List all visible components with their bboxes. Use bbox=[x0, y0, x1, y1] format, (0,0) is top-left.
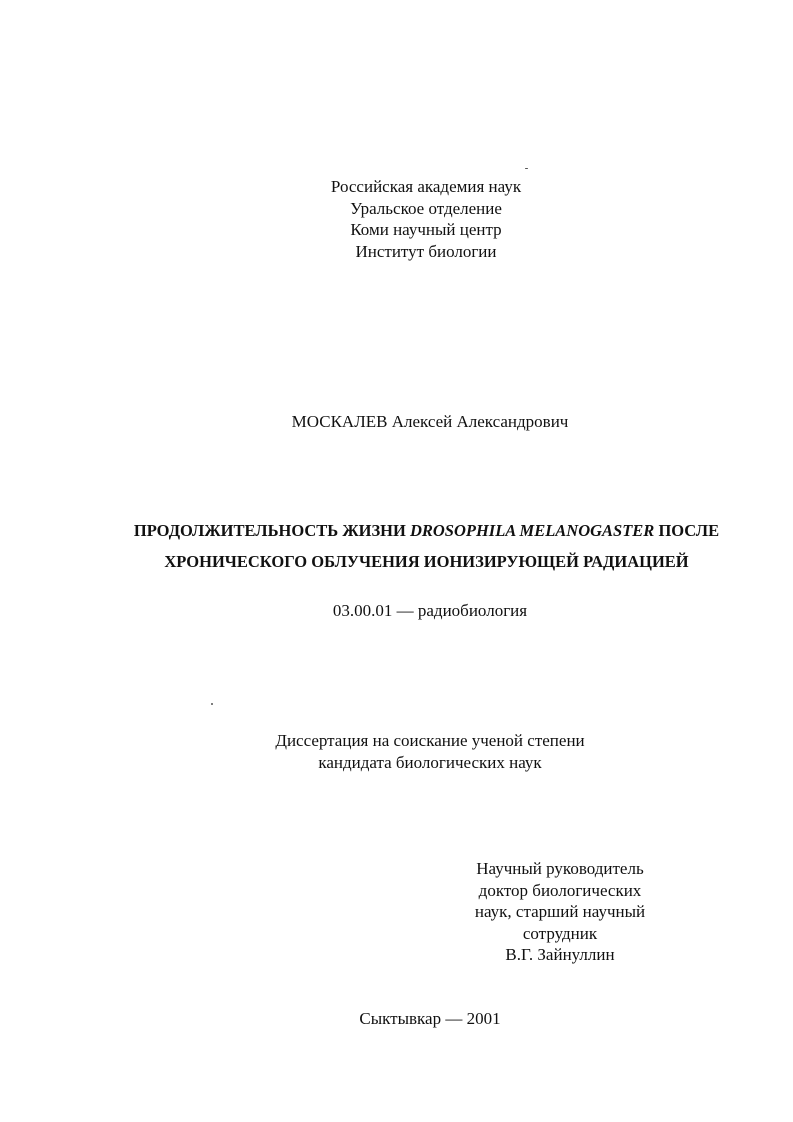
title-line-1 bbox=[60, 515, 793, 546]
supervisor-degree-3: сотрудник bbox=[522, 923, 598, 943]
supervisor-block bbox=[430, 858, 690, 966]
degree-line-1: Диссертация на соискание ученой степени bbox=[275, 731, 585, 750]
scan-speck bbox=[211, 703, 213, 705]
city-year-block bbox=[250, 1008, 610, 1030]
supervisor-name: В.Г. Зайнуллин bbox=[505, 945, 615, 964]
academy-name: Российская академия наук bbox=[330, 177, 522, 196]
degree-block bbox=[180, 730, 680, 773]
title-line-2: ХРОНИЧЕСКОГО ОБЛУЧЕНИЯ ИОНИЗИРУЮЩЕЙ РАДИАЦИЕЙ bbox=[164, 552, 689, 571]
branch-name: Уральское отделение bbox=[350, 198, 502, 218]
title-part-2: ПОСЛЕ bbox=[654, 521, 720, 540]
dissertation-title bbox=[60, 515, 793, 577]
supervisor-degree-1: доктор биологических bbox=[478, 880, 642, 900]
center-name: Коми научный центр bbox=[350, 220, 502, 239]
supervisor-degree-2: наук, старший научный bbox=[474, 902, 646, 921]
specialty-block bbox=[180, 600, 680, 622]
author-block bbox=[150, 411, 710, 433]
institute-name: Институт биологии bbox=[355, 241, 497, 261]
institution-header bbox=[196, 176, 656, 262]
specialty-code: 03.00.01 — радиобиология bbox=[332, 601, 528, 620]
species-name: DROSOPHILA MELANOGASTER bbox=[409, 521, 655, 540]
title-part-1: ПРОДОЛЖИТЕЛЬНОСТЬ ЖИЗНИ bbox=[133, 521, 410, 540]
supervisor-role: Научный руководитель bbox=[476, 859, 644, 878]
city-year: Сыктывкар — 2001 bbox=[359, 1009, 501, 1028]
degree-line-2: кандидата биологических наук bbox=[318, 752, 542, 772]
scan-speck bbox=[525, 168, 528, 169]
author-name: МОСКАЛЕВ Алексей Александрович bbox=[291, 412, 569, 431]
